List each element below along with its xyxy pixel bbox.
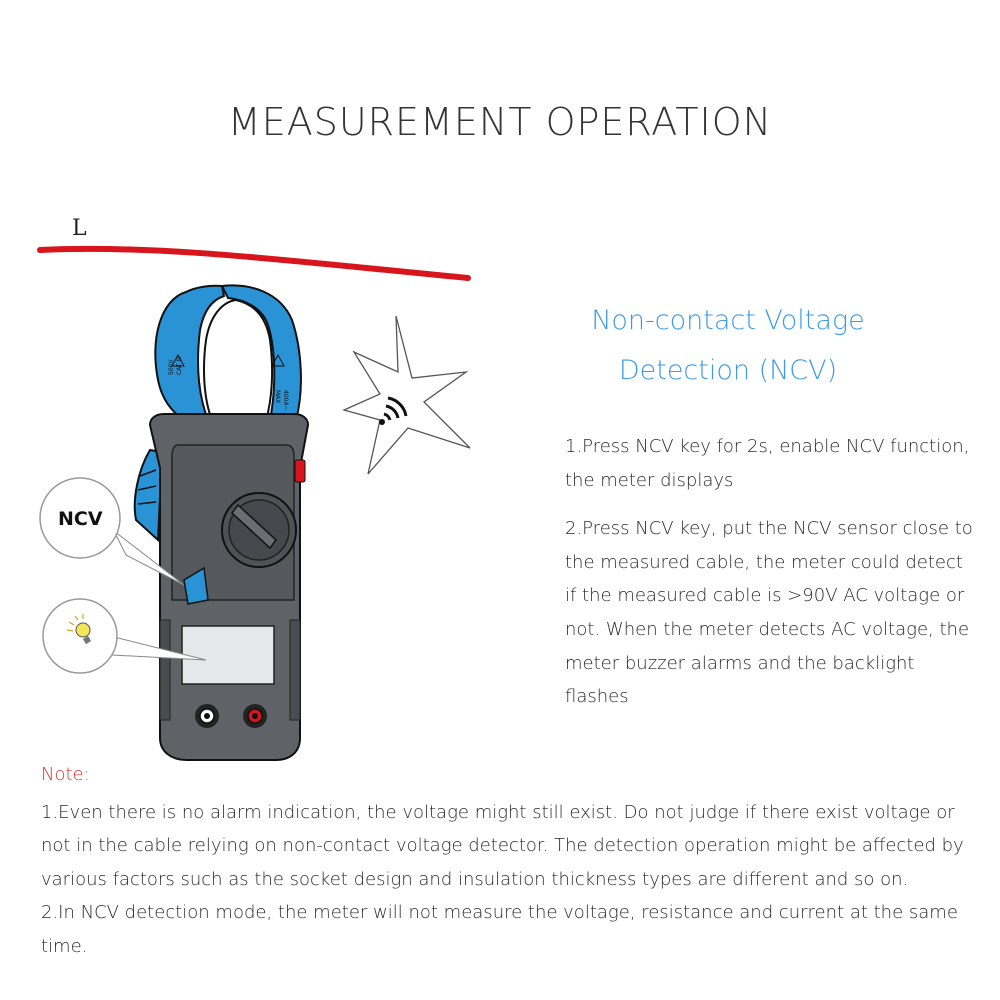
clamp-marking-left-2: CAT III	[176, 356, 183, 375]
note-2: 2.In NCV detection mode, the meter will not measure the voltage, resistance and current at the same time.	[41, 902, 958, 957]
alarm-burst	[344, 316, 470, 474]
display	[182, 626, 274, 684]
clamp-marking-left-1: 500V	[168, 359, 175, 375]
note-1: 1.Even there is no alarm indication, the voltage might still exist. Do not judge if there exist voltage or not in the cable relying on non-contact voltage detector. The detection operation might be affected by various factors such as the socket design and insulation thickness types are different and so on.	[41, 802, 964, 890]
section-heading-line2: Detection (NCV)	[618, 355, 838, 386]
meter-body	[150, 414, 308, 760]
note-label: Note:	[41, 764, 90, 785]
wire-label: L	[72, 216, 87, 241]
ncv-steps	[565, 430, 975, 729]
step-2: 2.Press NCV key, put the NCV sensor close to the measured cable, the meter could detect if the measured cable is >90V AC voltage or not. When the meter detects AC voltage, the meter buzzer alarms and the backlight flashes	[565, 518, 973, 708]
step-1: 1.Press NCV key for 2s, enable NCV function, the meter displays	[565, 436, 970, 491]
clamp-marking-right-2: 400A~	[282, 390, 289, 411]
ncv-callout-label: NCV	[58, 508, 103, 530]
section-heading-line1: Non-contact Voltage	[591, 305, 865, 336]
notes	[41, 796, 966, 963]
page-title: MEASUREMENT OPERATION	[227, 100, 773, 144]
clamp-marking-right-1: MAX	[274, 390, 281, 404]
section-heading	[548, 296, 908, 396]
wire	[40, 249, 468, 278]
